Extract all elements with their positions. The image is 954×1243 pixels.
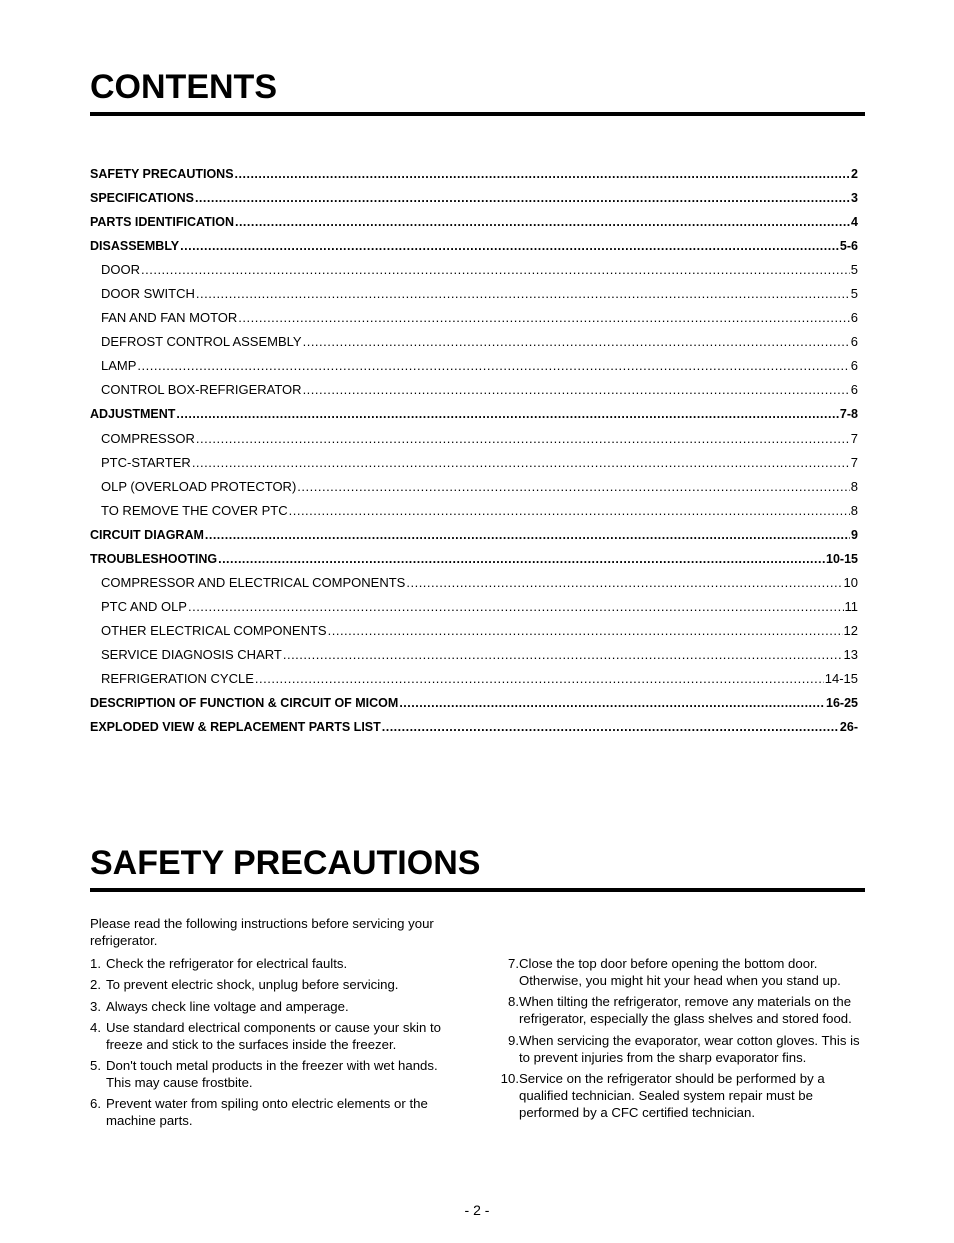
safety-list-left [90, 955, 465, 1134]
list-item: 4. Use standard electrical components or cause your skin to freeze and stick to the surfaces inside the freezer. [90, 1019, 441, 1052]
safety-list-right [494, 955, 869, 1125]
toc-entry[interactable]: DEFROST CONTROL ASSEMBLY ..... 6 [90, 332, 858, 356]
list-item: 5. Don't touch metal products in the freezer with wet hands. This may cause frostbite. [90, 1058, 438, 1091]
table-of-contents [90, 164, 858, 741]
toc-entry[interactable]: OTHER ELECTRICAL COMPONENTS ..... 12 [90, 621, 858, 645]
toc-entry[interactable]: ADJUSTMENT ..... 7-8 [90, 404, 858, 428]
list-item: 1. Check the refrigerator for electrical faults. [90, 956, 348, 971]
safety-heading: SAFETY PRECAUTIONS [90, 844, 865, 892]
toc-entry[interactable]: PTC AND OLP ..... 11 [90, 597, 858, 621]
list-item: 7. Close the top door before opening the bottom door. Otherwise, you might hit your head when you stand up. [508, 956, 841, 988]
page-number: - 2 - [464, 1202, 490, 1218]
list-item: 6. Prevent water from spiling onto electric elements or the machine parts. [90, 1096, 428, 1129]
toc-entry[interactable]: OLP (OVERLOAD PROTECTOR) ..... 8 [90, 477, 858, 501]
list-item: 9. When servicing the evaporator, wear cotton gloves. This is to prevent injuries from the sharp evaporator fins. [508, 1032, 860, 1065]
toc-entry[interactable]: SPECIFICATIONS ..... 3 [90, 188, 858, 212]
toc-entry[interactable]: TROUBLESHOOTING ..... 10-15 [90, 549, 858, 573]
list-item: 2. To prevent electric shock, unplug before servicing. [90, 977, 399, 993]
toc-entry[interactable]: DESCRIPTION OF FUNCTION & CIRCUIT OF MICOM ..... 16-25 [90, 693, 858, 717]
toc-entry[interactable]: DOOR SWITCH ..... 5 [90, 284, 858, 308]
toc-entry[interactable]: CONTROL BOX-REFRIGERATOR ..... 6 [90, 380, 858, 404]
toc-entry[interactable]: REFRIGERATION CYCLE ..... 14-15 [90, 669, 858, 693]
contents-heading: CONTENTS [90, 68, 865, 116]
toc-entry[interactable]: COMPRESSOR ..... 7 [90, 429, 858, 453]
toc-entry[interactable]: SAFETY PRECAUTIONS ..... 2 [90, 164, 858, 188]
list-item: 8. When tilting the refrigerator, remove any materials on the refrigerator, especially the glass shelves and stored food. [508, 994, 852, 1027]
toc-entry[interactable]: DISASSEMBLY ..... 5-6 [90, 236, 858, 260]
toc-entry[interactable]: COMPRESSOR AND ELECTRICAL COMPONENTS ..... 10 [90, 573, 858, 597]
toc-entry[interactable]: LAMP ..... 6 [90, 356, 858, 380]
toc-entry[interactable]: TO REMOVE THE COVER PTC ..... 8 [90, 501, 858, 525]
toc-entry[interactable]: DOOR ..... 5 [90, 260, 858, 284]
list-item: 3. Always check line voltage and amperage. [90, 998, 349, 1014]
toc-entry[interactable]: PARTS IDENTIFICATION ..... 4 [90, 212, 858, 236]
toc-entry[interactable]: SERVICE DIAGNOSIS CHART ..... 13 [90, 645, 858, 669]
list-item: 10. Service on the refrigerator should be performed by a qualified technician. Sealed system repair must be performed by a CFC certified technician. [500, 1070, 825, 1120]
toc-entry[interactable]: CIRCUIT DIAGRAM ..... 9 [90, 525, 858, 549]
toc-entry[interactable]: FAN AND FAN MOTOR ..... 6 [90, 308, 858, 332]
safety-intro: Please read the following instructions before servicing your refrigerator. [90, 916, 434, 948]
toc-entry[interactable]: EXPLODED VIEW & REPLACEMENT PARTS LIST ..... 26- [90, 717, 858, 741]
toc-entry[interactable]: PTC-STARTER ..... 7 [90, 453, 858, 477]
